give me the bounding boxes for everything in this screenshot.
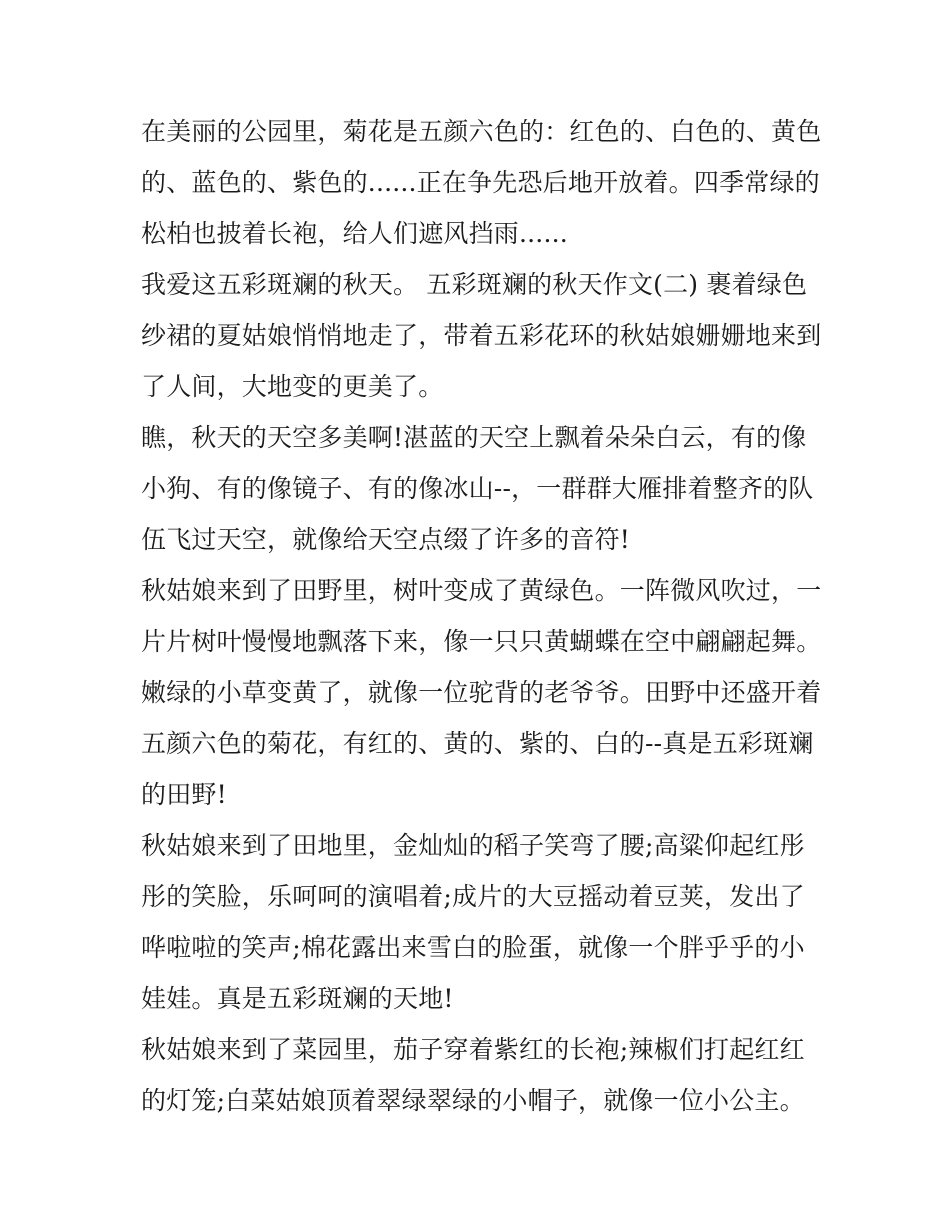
text-line-19: 秋姑娘来到了菜园里，茄子穿着紫红的长袍;辣椒们打起红红 bbox=[141, 1035, 805, 1064]
text-line-10: 秋姑娘来到了田野里，树叶变成了黄绿色。一阵微风吹过，一 bbox=[141, 576, 822, 605]
text-line-9: 伍飞过天空，就像给天空点缀了许多的音符! bbox=[141, 525, 631, 554]
text-line-7: 瞧，秋天的天空多美啊!湛蓝的天空上飘着朵朵白云，有的像 bbox=[141, 423, 807, 452]
text-line-15: 秋姑娘来到了田地里，金灿灿的稻子笑弯了腰;高粱仰起红彤 bbox=[141, 831, 805, 860]
text-line-14: 的田野! bbox=[141, 780, 227, 809]
text-line-4: 我爱这五彩斑斓的秋天。 五彩斑斓的秋天作文(二) 裹着绿色 bbox=[141, 270, 808, 299]
text-line-20: 的灯笼;白菜姑娘顶着翠绿翠绿的小帽子，就像一位小公主。 bbox=[141, 1086, 805, 1115]
text-line-16: 彤的笑脸，乐呵呵的演唱着;成片的大豆摇动着豆荚，发出了 bbox=[141, 882, 805, 911]
text-line-1: 在美丽的公园里，菊花是五颜六色的：红色的、白色的、黄色 bbox=[141, 117, 822, 146]
text-line-5: 纱裙的夏姑娘悄悄地走了，带着五彩花环的秋姑娘姗姗地来到 bbox=[141, 321, 822, 350]
text-line-3: 松柏也披着长袍，给人们遮风挡雨...... bbox=[141, 219, 568, 248]
text-line-12: 嫩绿的小草变黄了，就像一位驼背的老爷爷。田野中还盛开着 bbox=[141, 678, 822, 707]
text-line-17: 哗啦啦的笑声;棉花露出来雪白的脸蛋，就像一个胖乎乎的小 bbox=[141, 933, 805, 962]
document-body bbox=[141, 106, 821, 1126]
text-line-8: 小狗、有的像镜子、有的像冰山--，一群群大雁排着整齐的队 bbox=[141, 474, 814, 503]
text-line-6: 了人间，大地变的更美了。 bbox=[141, 372, 444, 401]
text-line-13: 五颜六色的菊花，有红的、黄的、紫的、白的--真是五彩斑斓 bbox=[141, 729, 814, 758]
text-line-18: 娃娃。真是五彩斑斓的天地! bbox=[141, 984, 454, 1013]
text-line-11: 片片树叶慢慢地飘落下来，像一只只黄蝴蝶在空中翩翩起舞。 bbox=[141, 627, 822, 656]
text-line-2: 的、蓝色的、紫色的......正在争先恐后地开放着。四季常绿的 bbox=[141, 168, 820, 197]
